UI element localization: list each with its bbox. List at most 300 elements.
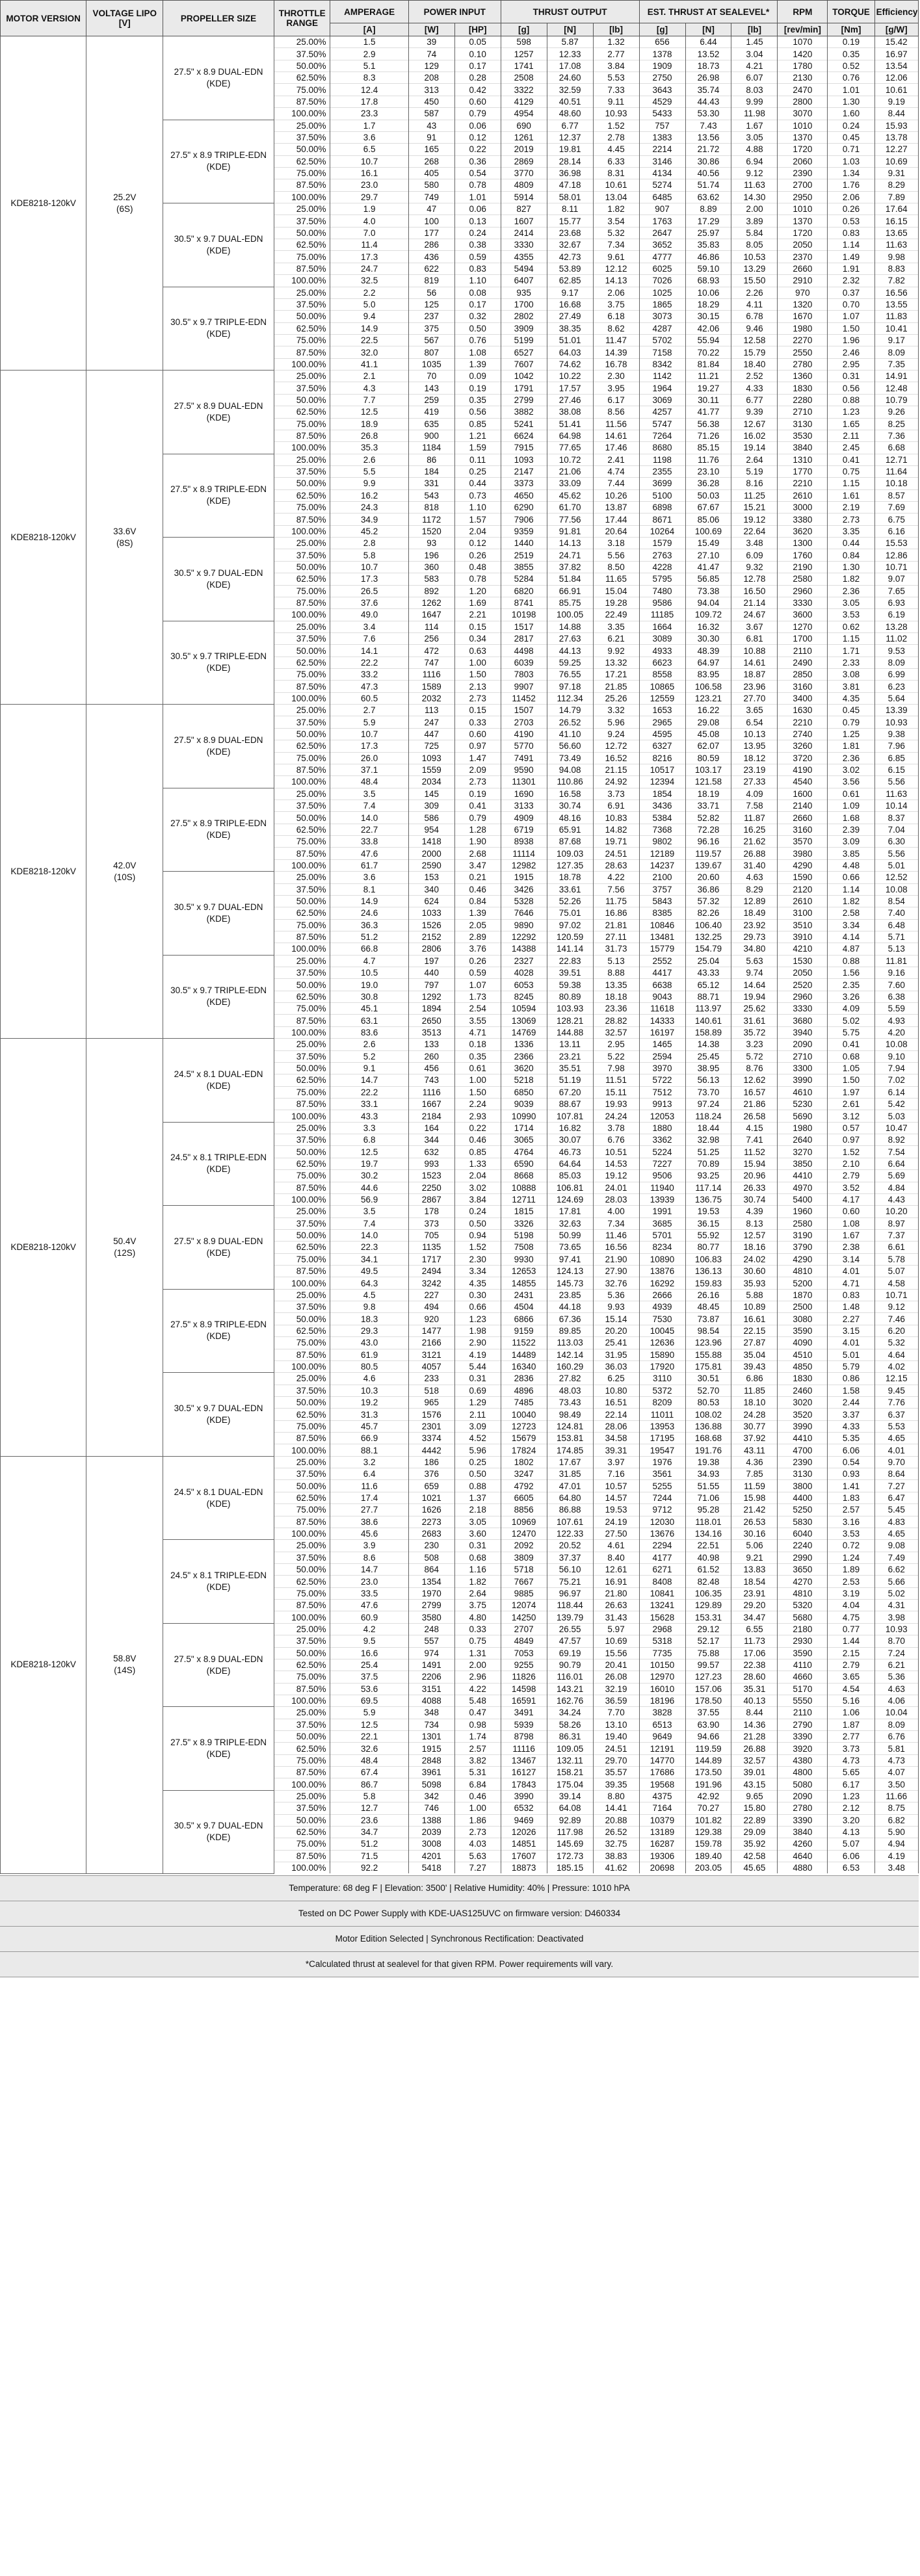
thrust-n-cell: 47.57 bbox=[547, 1635, 593, 1647]
thrust-n-cell: 120.59 bbox=[547, 931, 593, 943]
amperage-cell: 19.0 bbox=[330, 979, 408, 991]
torque-cell: 1.65 bbox=[828, 418, 874, 430]
power-w-cell: 622 bbox=[408, 263, 454, 274]
thrust-lb-cell: 11.46 bbox=[593, 1229, 639, 1241]
est-thrust-n-cell: 30.11 bbox=[685, 394, 731, 406]
torque-cell: 1.96 bbox=[828, 334, 874, 346]
throttle-cell: 50.00% bbox=[274, 1647, 330, 1659]
amperage-cell: 43.3 bbox=[330, 1110, 408, 1122]
est-thrust-lb-cell: 26.33 bbox=[731, 1182, 778, 1193]
rpm-cell: 3980 bbox=[778, 848, 828, 859]
efficiency-cell: 4.64 bbox=[874, 1349, 918, 1360]
power-w-cell: 260 bbox=[408, 1050, 454, 1062]
est-thrust-g-cell: 1378 bbox=[639, 48, 685, 60]
est-thrust-n-cell: 99.57 bbox=[685, 1659, 731, 1671]
thrust-g-cell: 1690 bbox=[501, 788, 547, 800]
thrust-g-cell: 5494 bbox=[501, 263, 547, 274]
power-hp-cell: 0.32 bbox=[454, 311, 501, 322]
est-thrust-n-cell: 7.43 bbox=[685, 120, 731, 131]
power-w-cell: 1172 bbox=[408, 514, 454, 525]
efficiency-cell: 8.37 bbox=[874, 812, 918, 824]
power-w-cell: 543 bbox=[408, 489, 454, 501]
throttle-cell: 100.00% bbox=[274, 943, 330, 955]
rpm-cell: 2930 bbox=[778, 1635, 828, 1647]
est-thrust-lb-cell: 14.61 bbox=[731, 657, 778, 668]
amperage-cell: 32.6 bbox=[330, 1743, 408, 1754]
est-thrust-n-cell: 173.50 bbox=[685, 1767, 731, 1778]
amperage-cell: 3.6 bbox=[330, 872, 408, 883]
est-thrust-g-cell: 12970 bbox=[639, 1671, 685, 1683]
power-w-cell: 286 bbox=[408, 239, 454, 251]
thrust-g-cell: 11116 bbox=[501, 1743, 547, 1754]
est-thrust-n-cell: 14.38 bbox=[685, 1039, 731, 1050]
est-thrust-lb-cell: 16.25 bbox=[731, 824, 778, 835]
efficiency-cell: 8.97 bbox=[874, 1217, 918, 1229]
thrust-lb-cell: 28.06 bbox=[593, 1420, 639, 1432]
thrust-lb-cell: 3.84 bbox=[593, 60, 639, 72]
amperage-cell: 7.4 bbox=[330, 1217, 408, 1229]
throttle-cell: 87.50% bbox=[274, 96, 330, 107]
est-thrust-g-cell: 4939 bbox=[639, 1301, 685, 1313]
thrust-g-cell: 4809 bbox=[501, 179, 547, 191]
thrust-n-cell: 143.21 bbox=[547, 1683, 593, 1695]
est-thrust-n-cell: 19.38 bbox=[685, 1456, 731, 1468]
efficiency-cell: 5.07 bbox=[874, 1266, 918, 1277]
torque-cell: 5.07 bbox=[828, 1838, 874, 1850]
power-hp-cell: 0.59 bbox=[454, 251, 501, 263]
power-w-cell: 196 bbox=[408, 549, 454, 561]
thrust-lb-cell: 15.11 bbox=[593, 1086, 639, 1098]
efficiency-cell: 4.19 bbox=[874, 1850, 918, 1862]
thrust-n-cell: 153.81 bbox=[547, 1433, 593, 1444]
est-thrust-g-cell: 8680 bbox=[639, 442, 685, 454]
thrust-n-cell: 89.85 bbox=[547, 1325, 593, 1336]
amperage-cell: 37.5 bbox=[330, 1671, 408, 1683]
thrust-n-cell: 103.93 bbox=[547, 1003, 593, 1015]
efficiency-cell: 16.97 bbox=[874, 48, 918, 60]
est-thrust-lb-cell: 4.15 bbox=[731, 1122, 778, 1134]
torque-cell: 0.45 bbox=[828, 705, 874, 716]
est-thrust-n-cell: 6.44 bbox=[685, 36, 731, 48]
est-thrust-g-cell: 19306 bbox=[639, 1850, 685, 1862]
thrust-n-cell: 100.05 bbox=[547, 609, 593, 621]
est-thrust-lb-cell: 18.54 bbox=[731, 1576, 778, 1587]
amperage-cell: 26.8 bbox=[330, 430, 408, 441]
power-w-cell: 3242 bbox=[408, 1277, 454, 1289]
unit-amps: [A] bbox=[330, 23, 408, 36]
throttle-cell: 100.00% bbox=[274, 1277, 330, 1289]
efficiency-cell: 11.81 bbox=[874, 955, 918, 967]
throttle-cell: 87.50% bbox=[274, 430, 330, 441]
thrust-g-cell: 2147 bbox=[501, 465, 547, 477]
efficiency-cell: 6.61 bbox=[874, 1242, 918, 1253]
throttle-cell: 50.00% bbox=[274, 60, 330, 72]
power-hp-cell: 0.26 bbox=[454, 955, 501, 967]
est-thrust-n-cell: 26.98 bbox=[685, 72, 731, 84]
rpm-cell: 1670 bbox=[778, 311, 828, 322]
rpm-cell: 2790 bbox=[778, 1719, 828, 1730]
est-thrust-n-cell: 42.92 bbox=[685, 1790, 731, 1802]
est-thrust-lb-cell: 29.09 bbox=[731, 1826, 778, 1838]
est-thrust-lb-cell: 4.63 bbox=[731, 872, 778, 883]
amperage-cell: 29.7 bbox=[330, 191, 408, 203]
thrust-n-cell: 124.69 bbox=[547, 1193, 593, 1205]
est-thrust-n-cell: 175.81 bbox=[685, 1360, 731, 1372]
est-thrust-n-cell: 134.16 bbox=[685, 1528, 731, 1539]
thrust-lb-cell: 24.51 bbox=[593, 1743, 639, 1754]
efficiency-cell: 7.27 bbox=[874, 1480, 918, 1492]
est-thrust-n-cell: 136.13 bbox=[685, 1266, 731, 1277]
est-thrust-n-cell: 88.71 bbox=[685, 991, 731, 1002]
efficiency-cell: 7.35 bbox=[874, 358, 918, 370]
est-thrust-n-cell: 56.13 bbox=[685, 1074, 731, 1086]
thrust-lb-cell: 16.51 bbox=[593, 1396, 639, 1408]
est-thrust-g-cell: 19568 bbox=[639, 1778, 685, 1790]
thrust-g-cell: 4896 bbox=[501, 1385, 547, 1396]
thrust-lb-cell: 25.41 bbox=[593, 1337, 639, 1349]
thrust-lb-cell: 35.57 bbox=[593, 1767, 639, 1778]
throttle-cell: 37.50% bbox=[274, 1134, 330, 1146]
est-thrust-n-cell: 61.52 bbox=[685, 1564, 731, 1576]
throttle-cell: 62.50% bbox=[274, 239, 330, 251]
power-w-cell: 2034 bbox=[408, 776, 454, 788]
rpm-cell: 2710 bbox=[778, 1050, 828, 1062]
power-hp-cell: 2.21 bbox=[454, 609, 501, 621]
unit-est-n: [N] bbox=[685, 23, 731, 36]
power-w-cell: 360 bbox=[408, 561, 454, 573]
thrust-g-cell: 690 bbox=[501, 120, 547, 131]
power-w-cell: 1526 bbox=[408, 919, 454, 931]
est-thrust-lb-cell: 8.29 bbox=[731, 883, 778, 895]
torque-cell: 5.01 bbox=[828, 1349, 874, 1360]
thrust-g-cell: 3322 bbox=[501, 84, 547, 96]
power-hp-cell: 0.41 bbox=[454, 800, 501, 812]
power-hp-cell: 0.26 bbox=[454, 549, 501, 561]
thrust-g-cell: 9159 bbox=[501, 1325, 547, 1336]
est-thrust-g-cell: 1653 bbox=[639, 705, 685, 716]
thrust-g-cell: 14388 bbox=[501, 943, 547, 955]
torque-cell: 3.52 bbox=[828, 1182, 874, 1193]
est-thrust-n-cell: 70.22 bbox=[685, 346, 731, 358]
power-w-cell: 472 bbox=[408, 645, 454, 657]
est-thrust-g-cell: 8342 bbox=[639, 358, 685, 370]
est-thrust-lb-cell: 9.21 bbox=[731, 1552, 778, 1563]
amperage-cell: 2.8 bbox=[330, 538, 408, 549]
torque-cell: 4.75 bbox=[828, 1611, 874, 1623]
rpm-cell: 3590 bbox=[778, 1647, 828, 1659]
thrust-g-cell: 12026 bbox=[501, 1826, 547, 1838]
thrust-lb-cell: 13.87 bbox=[593, 502, 639, 514]
power-hp-cell: 0.17 bbox=[454, 298, 501, 310]
thrust-g-cell: 5199 bbox=[501, 334, 547, 346]
est-thrust-n-cell: 159.78 bbox=[685, 1838, 731, 1850]
power-hp-cell: 1.10 bbox=[454, 502, 501, 514]
thrust-lb-cell: 9.92 bbox=[593, 645, 639, 657]
est-thrust-g-cell: 14237 bbox=[639, 859, 685, 871]
throttle-cell: 87.50% bbox=[274, 1516, 330, 1528]
thrust-n-cell: 61.70 bbox=[547, 502, 593, 514]
power-hp-cell: 0.42 bbox=[454, 84, 501, 96]
thrust-n-cell: 26.52 bbox=[547, 716, 593, 728]
est-thrust-n-cell: 98.54 bbox=[685, 1325, 731, 1336]
est-thrust-g-cell: 10890 bbox=[639, 1253, 685, 1265]
power-hp-cell: 0.34 bbox=[454, 632, 501, 644]
rpm-cell: 2960 bbox=[778, 991, 828, 1002]
est-thrust-lb-cell: 4.39 bbox=[731, 1206, 778, 1217]
est-thrust-lb-cell: 13.95 bbox=[731, 740, 778, 752]
unit-thrust-lb: [lb] bbox=[593, 23, 639, 36]
est-thrust-g-cell: 13939 bbox=[639, 1193, 685, 1205]
efficiency-cell: 5.78 bbox=[874, 1253, 918, 1265]
power-hp-cell: 1.74 bbox=[454, 1731, 501, 1743]
power-hp-cell: 2.89 bbox=[454, 931, 501, 943]
power-w-cell: 375 bbox=[408, 322, 454, 334]
power-hp-cell: 0.59 bbox=[454, 967, 501, 979]
est-thrust-n-cell: 25.97 bbox=[685, 227, 731, 239]
est-thrust-g-cell: 3436 bbox=[639, 800, 685, 812]
thrust-lb-cell: 32.75 bbox=[593, 1838, 639, 1850]
throttle-cell: 75.00% bbox=[274, 1086, 330, 1098]
power-hp-cell: 0.21 bbox=[454, 872, 501, 883]
throttle-cell: 87.50% bbox=[274, 1600, 330, 1611]
rpm-cell: 4800 bbox=[778, 1767, 828, 1778]
est-thrust-lb-cell: 20.96 bbox=[731, 1170, 778, 1182]
est-thrust-g-cell: 8408 bbox=[639, 1576, 685, 1587]
est-thrust-lb-cell: 3.65 bbox=[731, 705, 778, 716]
throttle-cell: 75.00% bbox=[274, 1838, 330, 1850]
est-thrust-lb-cell: 11.73 bbox=[731, 1635, 778, 1647]
est-thrust-g-cell: 3069 bbox=[639, 394, 685, 406]
throttle-cell: 75.00% bbox=[274, 752, 330, 764]
throttle-cell: 87.50% bbox=[274, 179, 330, 191]
power-w-cell: 145 bbox=[408, 788, 454, 800]
thrust-g-cell: 9930 bbox=[501, 1253, 547, 1265]
est-thrust-lb-cell: 43.15 bbox=[731, 1778, 778, 1790]
est-thrust-n-cell: 157.06 bbox=[685, 1683, 731, 1695]
thrust-lb-cell: 5.56 bbox=[593, 549, 639, 561]
est-thrust-g-cell: 5433 bbox=[639, 108, 685, 120]
propeller-size-cell: 30.5" x 9.7 DUAL-EDN (KDE) bbox=[163, 1790, 274, 1873]
thrust-n-cell: 14.88 bbox=[547, 621, 593, 632]
est-thrust-n-cell: 119.57 bbox=[685, 848, 731, 859]
torque-cell: 3.37 bbox=[828, 1409, 874, 1420]
rpm-cell: 4290 bbox=[778, 1253, 828, 1265]
thrust-lb-cell: 41.62 bbox=[593, 1862, 639, 1873]
est-thrust-n-cell: 11.76 bbox=[685, 454, 731, 465]
thrust-lb-cell: 11.51 bbox=[593, 1074, 639, 1086]
thrust-g-cell: 6820 bbox=[501, 585, 547, 597]
est-thrust-lb-cell: 29.73 bbox=[731, 931, 778, 943]
est-thrust-n-cell: 18.44 bbox=[685, 1122, 731, 1134]
torque-cell: 0.66 bbox=[828, 872, 874, 883]
power-hp-cell: 0.83 bbox=[454, 263, 501, 274]
power-hp-cell: 3.05 bbox=[454, 1516, 501, 1528]
efficiency-cell: 6.19 bbox=[874, 609, 918, 621]
est-thrust-g-cell: 13241 bbox=[639, 1600, 685, 1611]
rpm-cell: 1010 bbox=[778, 120, 828, 131]
thrust-g-cell: 6290 bbox=[501, 502, 547, 514]
amperage-cell: 2.6 bbox=[330, 454, 408, 465]
power-w-cell: 892 bbox=[408, 585, 454, 597]
est-thrust-g-cell: 12191 bbox=[639, 1743, 685, 1754]
power-w-cell: 864 bbox=[408, 1564, 454, 1576]
efficiency-cell: 12.86 bbox=[874, 549, 918, 561]
thrust-n-cell: 27.49 bbox=[547, 311, 593, 322]
thrust-n-cell: 145.69 bbox=[547, 1838, 593, 1850]
amperage-cell: 8.6 bbox=[330, 1552, 408, 1563]
torque-cell: 4.04 bbox=[828, 1600, 874, 1611]
thrust-n-cell: 26.55 bbox=[547, 1623, 593, 1635]
efficiency-cell: 4.84 bbox=[874, 1182, 918, 1193]
est-thrust-lb-cell: 35.04 bbox=[731, 1349, 778, 1360]
throttle-cell: 62.50% bbox=[274, 489, 330, 501]
est-thrust-lb-cell: 9.39 bbox=[731, 406, 778, 418]
propeller-size-cell: 27.5" x 8.9 DUAL-EDN (KDE) bbox=[163, 1623, 274, 1707]
unit-efficiency: [g/W] bbox=[874, 23, 918, 36]
torque-cell: 0.19 bbox=[828, 36, 874, 48]
power-w-cell: 4201 bbox=[408, 1850, 454, 1862]
torque-cell: 3.19 bbox=[828, 1587, 874, 1599]
thrust-n-cell: 17.57 bbox=[547, 382, 593, 394]
throttle-cell: 62.50% bbox=[274, 740, 330, 752]
est-thrust-n-cell: 44.43 bbox=[685, 96, 731, 107]
amperage-cell: 45.2 bbox=[330, 525, 408, 537]
torque-cell: 6.53 bbox=[828, 1862, 874, 1873]
torque-cell: 1.34 bbox=[828, 167, 874, 179]
thrust-n-cell: 107.81 bbox=[547, 1110, 593, 1122]
efficiency-cell: 6.62 bbox=[874, 1564, 918, 1576]
efficiency-cell: 3.98 bbox=[874, 1611, 918, 1623]
thrust-n-cell: 141.14 bbox=[547, 943, 593, 955]
est-thrust-lb-cell: 18.10 bbox=[731, 1396, 778, 1408]
est-thrust-n-cell: 159.83 bbox=[685, 1277, 731, 1289]
torque-cell: 0.76 bbox=[828, 72, 874, 84]
est-thrust-lb-cell: 23.91 bbox=[731, 1587, 778, 1599]
thrust-g-cell: 3909 bbox=[501, 322, 547, 334]
power-w-cell: 165 bbox=[408, 144, 454, 155]
power-hp-cell: 0.84 bbox=[454, 895, 501, 907]
power-hp-cell: 3.55 bbox=[454, 1015, 501, 1026]
est-thrust-lb-cell: 4.21 bbox=[731, 60, 778, 72]
thrust-g-cell: 14855 bbox=[501, 1277, 547, 1289]
header-voltage: VOLTAGE LIPO [V] bbox=[86, 1, 163, 36]
rpm-cell: 2950 bbox=[778, 191, 828, 203]
amperage-cell: 9.9 bbox=[330, 478, 408, 489]
throttle-cell: 50.00% bbox=[274, 1564, 330, 1576]
thrust-n-cell: 160.29 bbox=[547, 1360, 593, 1372]
est-thrust-lb-cell: 30.16 bbox=[731, 1528, 778, 1539]
throttle-cell: 37.50% bbox=[274, 1217, 330, 1229]
throttle-cell: 75.00% bbox=[274, 251, 330, 263]
est-thrust-n-cell: 10.06 bbox=[685, 287, 731, 298]
est-thrust-g-cell: 9649 bbox=[639, 1731, 685, 1743]
est-thrust-lb-cell: 3.67 bbox=[731, 621, 778, 632]
thrust-lb-cell: 5.13 bbox=[593, 955, 639, 967]
amperage-cell: 7.4 bbox=[330, 800, 408, 812]
throttle-cell: 25.00% bbox=[274, 538, 330, 549]
rpm-cell: 4810 bbox=[778, 1587, 828, 1599]
thrust-n-cell: 85.75 bbox=[547, 597, 593, 608]
est-thrust-g-cell: 4933 bbox=[639, 645, 685, 657]
thrust-g-cell: 12711 bbox=[501, 1193, 547, 1205]
throttle-cell: 100.00% bbox=[274, 525, 330, 537]
throttle-cell: 87.50% bbox=[274, 346, 330, 358]
throttle-cell: 100.00% bbox=[274, 1444, 330, 1456]
rpm-cell: 1270 bbox=[778, 621, 828, 632]
thrust-n-cell: 59.38 bbox=[547, 979, 593, 991]
amperage-cell: 66.9 bbox=[330, 1433, 408, 1444]
torque-cell: 1.97 bbox=[828, 1086, 874, 1098]
thrust-g-cell: 10990 bbox=[501, 1110, 547, 1122]
torque-cell: 1.87 bbox=[828, 1719, 874, 1730]
propeller-size-cell: 27.5" x 8.9 DUAL-EDN (KDE) bbox=[163, 36, 274, 120]
amperage-cell: 12.5 bbox=[330, 406, 408, 418]
thrust-lb-cell: 15.14 bbox=[593, 1313, 639, 1325]
rpm-cell: 1310 bbox=[778, 454, 828, 465]
throttle-cell: 50.00% bbox=[274, 979, 330, 991]
efficiency-cell: 5.01 bbox=[874, 859, 918, 871]
power-w-cell: 1301 bbox=[408, 1731, 454, 1743]
efficiency-cell: 6.48 bbox=[874, 919, 918, 931]
torque-cell: 1.58 bbox=[828, 1385, 874, 1396]
est-thrust-n-cell: 18.29 bbox=[685, 298, 731, 310]
thrust-lb-cell: 19.12 bbox=[593, 1170, 639, 1182]
amperage-cell: 14.0 bbox=[330, 1229, 408, 1241]
est-thrust-g-cell: 6513 bbox=[639, 1719, 685, 1730]
thrust-n-cell: 75.21 bbox=[547, 1576, 593, 1587]
amperage-cell: 9.1 bbox=[330, 1062, 408, 1074]
amperage-cell: 29.3 bbox=[330, 1325, 408, 1336]
est-thrust-g-cell: 2666 bbox=[639, 1289, 685, 1301]
torque-cell: 5.02 bbox=[828, 1015, 874, 1026]
rpm-cell: 3850 bbox=[778, 1158, 828, 1169]
power-hp-cell: 1.23 bbox=[454, 1313, 501, 1325]
est-thrust-lb-cell: 23.92 bbox=[731, 919, 778, 931]
rpm-cell: 3160 bbox=[778, 824, 828, 835]
est-thrust-g-cell: 15628 bbox=[639, 1611, 685, 1623]
rpm-cell: 2610 bbox=[778, 895, 828, 907]
power-w-cell: 920 bbox=[408, 1313, 454, 1325]
thrust-n-cell: 37.37 bbox=[547, 1552, 593, 1563]
est-thrust-lb-cell: 4.09 bbox=[731, 788, 778, 800]
power-hp-cell: 3.60 bbox=[454, 1528, 501, 1539]
est-thrust-lb-cell: 30.74 bbox=[731, 1193, 778, 1205]
thrust-g-cell: 8668 bbox=[501, 1170, 547, 1182]
power-w-cell: 659 bbox=[408, 1480, 454, 1492]
throttle-cell: 62.50% bbox=[274, 991, 330, 1002]
est-thrust-g-cell: 5274 bbox=[639, 179, 685, 191]
motor-version-cell: KDE8218-120kV bbox=[1, 1456, 86, 1873]
throttle-cell: 50.00% bbox=[274, 1480, 330, 1492]
power-w-cell: 587 bbox=[408, 108, 454, 120]
thrust-g-cell: 14851 bbox=[501, 1838, 547, 1850]
thrust-lb-cell: 39.31 bbox=[593, 1444, 639, 1456]
efficiency-cell: 9.53 bbox=[874, 645, 918, 657]
thrust-g-cell: 6532 bbox=[501, 1802, 547, 1814]
thrust-n-cell: 90.79 bbox=[547, 1659, 593, 1671]
est-thrust-g-cell: 7026 bbox=[639, 275, 685, 287]
header-propeller-size: PROPELLER SIZE bbox=[163, 1, 274, 36]
est-thrust-g-cell: 10264 bbox=[639, 525, 685, 537]
thrust-g-cell: 3330 bbox=[501, 239, 547, 251]
efficiency-cell: 8.57 bbox=[874, 489, 918, 501]
power-hp-cell: 2.04 bbox=[454, 1170, 501, 1182]
throttle-cell: 62.50% bbox=[274, 155, 330, 167]
torque-cell: 0.45 bbox=[828, 131, 874, 143]
voltage-cell bbox=[86, 1039, 163, 1457]
torque-cell: 3.09 bbox=[828, 836, 874, 848]
throttle-cell: 50.00% bbox=[274, 561, 330, 573]
